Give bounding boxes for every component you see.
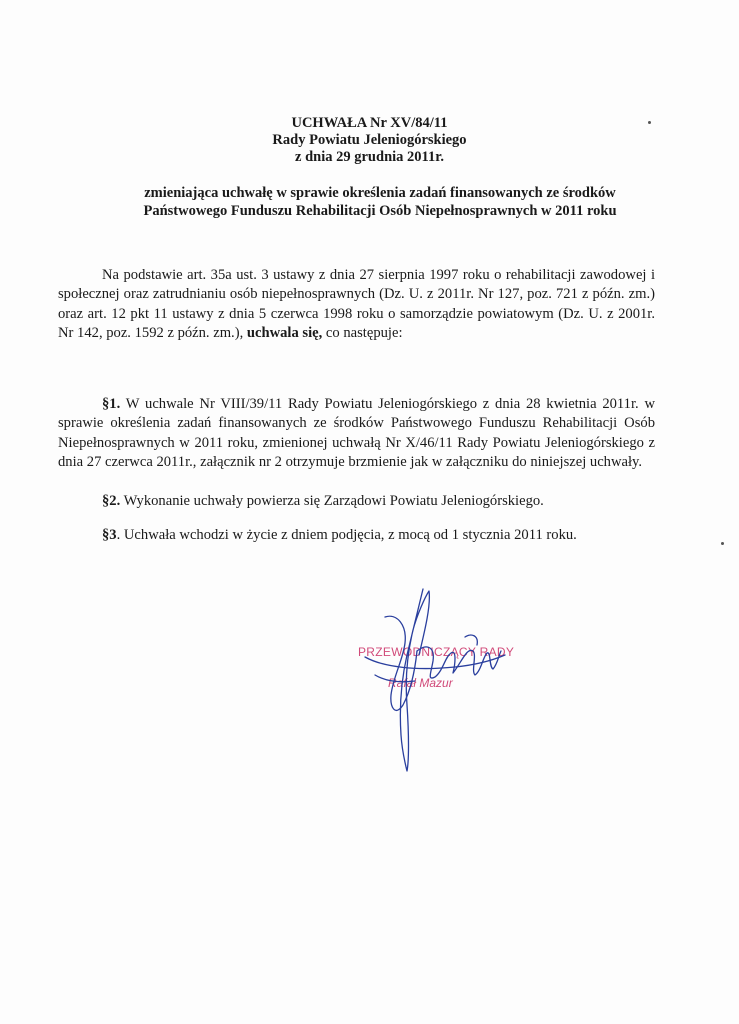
subject-line-1: zmieniająca uchwałę w sprawie określenia zadań finansowanych ze środków [144,185,616,201]
legal-basis-text: Na podstawie art. 35a ust. 3 ustawy z dnia 27 sierpnia 1997 roku o rehabilitacji zawodowej i społecznej oraz zatrudnianiu osób niepełnosprawnych (Dz. U. z 2011r. Nr 127, poz. 721 z późn. zm.) oraz art. 12 pkt 11 ustawy z dnia 5 czerwca 1998 roku o samorządzie powiatowym (Dz. U. z 2001r. Nr 142, poz. 1592 z późn. zm.), [58,267,655,341]
handwritten-signature [355,585,515,775]
subject-line-2: Państwowego Funduszu Rehabilitacji Osób Niepełnosprawnych w 2011 roku [143,203,617,219]
section-3-text: . Uchwała wchodzi w życie z dniem podjęcia, z mocą od 1 stycznia 2011 roku. [116,527,577,543]
section-3-paragraph [58,526,655,545]
legal-basis-paragraph [58,266,655,343]
section-1-label: §1. [102,396,121,412]
council-name: Rady Powiatu Jeleniogórskiego [272,132,467,148]
section-1-text: W uchwale Nr VIII/39/11 Rady Powiatu Jeleniogórskiego z dnia 28 kwietnia 2011r. w sprawie określenia zadań finansowanych ze środków Państwowego Funduszu Rehabilitacji Osób Niepełnosprawnych w 2011 roku, zmienionej uchwałą Nr X/46/11 Rady Powiatu Jeleniogórskiego z dnia 27 czerwca 2011r., załącznik nr 2 otrzymuje brzmienie jak w załączniku do niniejszej uchwały. [58,396,655,470]
chairman-stamp-title: PRZEWODNICZĄCY RADY [358,645,515,659]
legal-basis-tail: co następuje: [322,324,403,341]
scan-speck [648,121,651,124]
section-3-label: §3 [102,527,117,543]
resolution-title: UCHWAŁA Nr XV/84/11 [291,115,448,131]
section-2-label: §2. [102,493,121,509]
scan-speck [721,542,724,545]
section-2-text: Wykonanie uchwały powierza się Zarządowi Powiatu Jeleniogórskiego. [120,493,544,509]
section-1-paragraph [58,395,655,472]
legal-basis-bold: uchwala się, [246,324,323,341]
section-2-paragraph [58,492,655,511]
resolution-date: z dnia 29 grudnia 2011r. [295,149,444,165]
chairman-stamp-name: Rafał Mazur [388,676,453,690]
